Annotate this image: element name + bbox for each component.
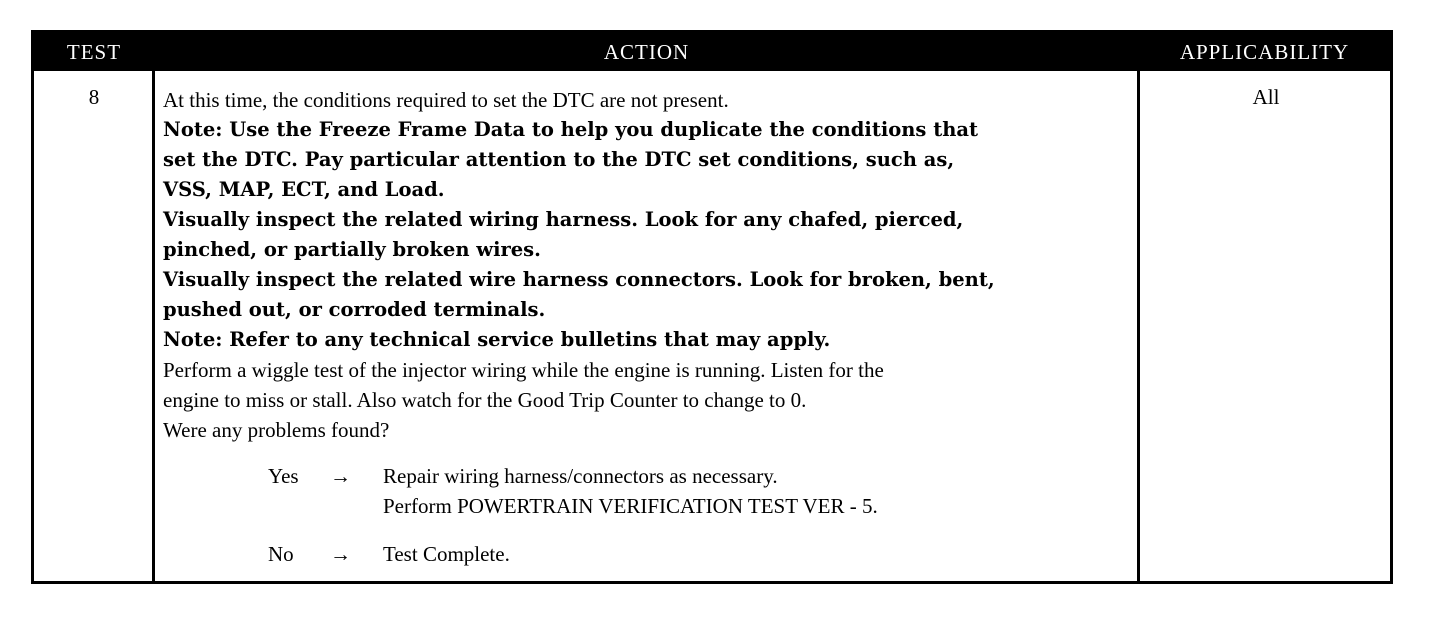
applicability-value: All [1252,85,1280,109]
action-line: set the DTC. Pay particular attention to the DTC set conditions, such as, [163,148,955,171]
table-header [34,33,1390,71]
right-arrow-icon: → [330,464,351,488]
yes-action-line2: Perform POWERTRAIN VERIFICATION TEST VER - 5. [383,494,878,518]
action-line: pushed out, or corroded terminals. [163,298,546,321]
action-line: Visually inspect the related wire harness connectors. Look for broken, bent, [163,268,995,291]
header-applicability: APPLICABILITY [1179,40,1350,64]
action-line: Were any problems found? [163,418,390,442]
right-arrow-icon: → [330,542,351,566]
action-line: Note: Use the Freeze Frame Data to help you duplicate the conditions that [163,118,979,141]
test-number: 8 [88,85,100,109]
yes-action-line1: Repair wiring harness/connectors as necessary. [383,464,778,488]
no-label: No [268,542,294,566]
action-line: Note: Refer to any technical service bulletins that may apply. [163,328,831,351]
action-line: At this time, the conditions required to set the DTC are not present. [163,88,729,112]
column-divider [1137,71,1140,581]
action-text [163,85,1135,445]
column-divider [152,71,155,581]
action-line: pinched, or partially broken wires. [163,238,541,261]
yes-label: Yes [268,464,299,488]
diagnostic-table [31,30,1393,584]
header-test: TEST [66,40,122,64]
header-action: ACTION [603,40,690,64]
action-line: engine to miss or stall. Also watch for the Good Trip Counter to change to 0. [163,388,807,412]
action-line: Visually inspect the related wiring harness. Look for any chafed, pierced, [163,208,964,231]
no-action-line1: Test Complete. [383,542,510,566]
action-line: Perform a wiggle test of the injector wiring while the engine is running. Listen for the [163,358,884,382]
action-line: VSS, MAP, ECT, and Load. [163,178,445,201]
